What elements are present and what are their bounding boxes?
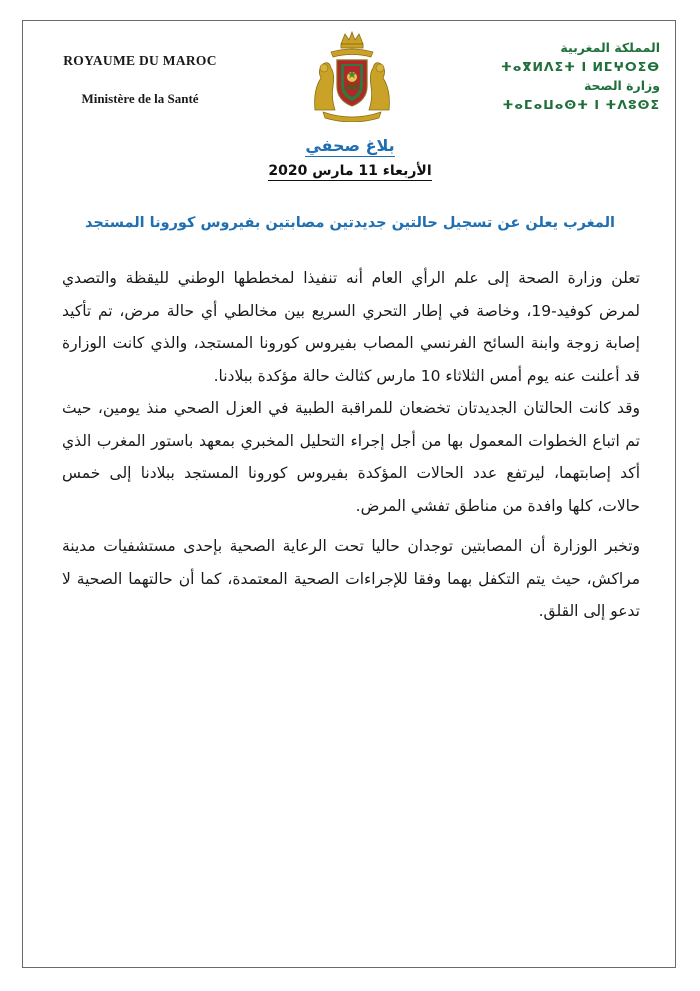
royal-coat-of-arms-icon <box>309 30 395 122</box>
body-text <box>62 262 640 628</box>
ministry-name-ar: وزارة الصحة <box>583 78 660 93</box>
press-release-date-text: الأربعاء 11 مارس 2020 <box>268 163 432 179</box>
ministry-name-tifinagh: ⵜⴰⵎⴰⵡⴰⵙⵜ ⵏ ⵜⴷⵓⵙⵉ <box>502 97 660 112</box>
paragraph-2: وقد كانت الحالتان الجديدتان تخضعان للمراقبة الطبية في العزل الصحي منذ يومين، حيث تم اتباع الخطوات المعمول بها من أجل إجراء التحليل المخبري بمعهد باستور المغرب الذي أكد إصابتهما، ليرتفع عدد الحالات المؤكدة بفيروس كورونا المستجد ببلادنا إلى خمس حالات، كلها وافدة من مناطق تفشي المرض. <box>62 399 640 515</box>
paragraph-3: وتخبر الوزارة أن المصابتين توجدان حاليا تحت الرعاية الصحية بإحدى مستشفيات مدينة مراكش، حيث يتم التكفل بهما وفقا للإجراءات الصحية المعتمدة، كما أن حالتهما الصحية لا تدعو إلى القلق. <box>62 537 640 620</box>
header-arabic-tifinagh <box>470 38 660 114</box>
kingdom-name-ar: المملكة المغربية <box>560 40 660 55</box>
press-release-title <box>0 136 700 155</box>
headline: المغرب يعلن عن تسجيل حالتين جديدتين مصابتين بفيروس كورونا المستجد <box>85 215 615 231</box>
kingdom-name-tifinagh: ⵜⴰⴳⵍⴷⵉⵜ ⵏ ⵍⵎⵖⵔⵉⴱ <box>500 59 660 74</box>
kingdom-name-fr: ROYAUME DU MAROC <box>63 53 217 68</box>
press-release-title-text: بلاغ صحفي <box>305 136 395 155</box>
press-release-date <box>0 163 700 179</box>
header-french <box>40 53 240 107</box>
ministry-name-fr: Ministère de la Santé <box>81 91 199 106</box>
paragraph-1: تعلن وزارة الصحة إلى علم الرأي العام أنه تنفيذا لمخططها الوطني لليقظة والتصدي لمرض كوفيد-19، وخاصة في إطار التحري السريع بين مخالطي أي حالة مرض، تم تأكيد إصابة زوجة وابنة السائح الفرنسي المصاب بفيروس كورونا المستجد، والذي كانت الوزارة قد أعلنت عنه يوم أمس الثلاثاء 10 مارس كثالث حالة مؤكدة ببلادنا. <box>62 269 640 385</box>
